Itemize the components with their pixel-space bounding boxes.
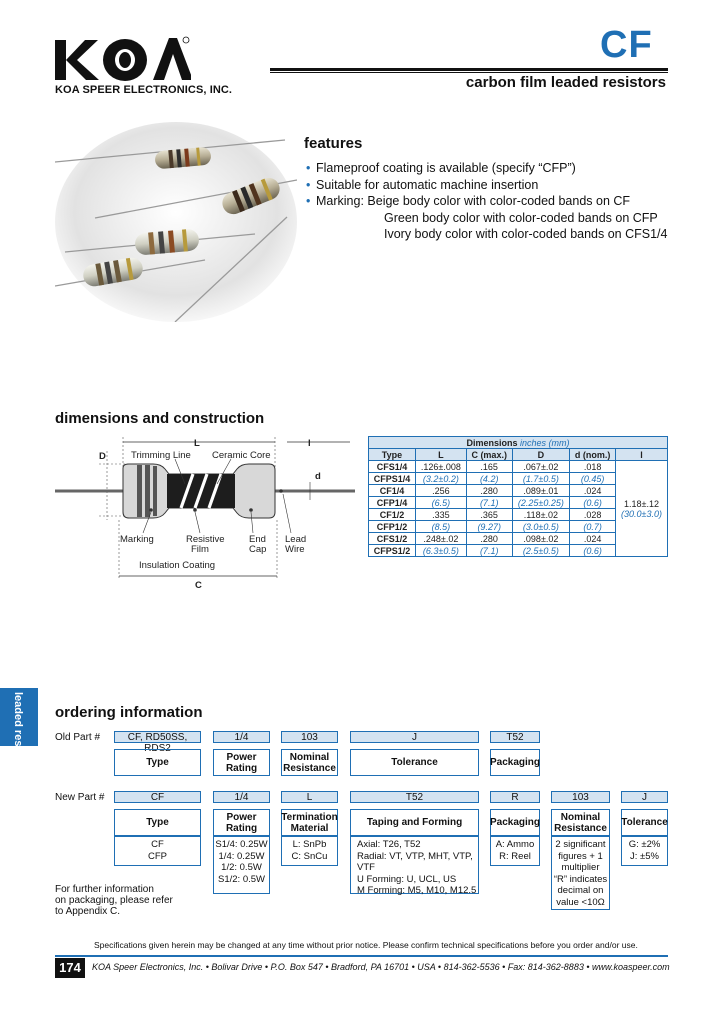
table-caption: Dimensions inches (mm) — [369, 437, 668, 449]
section-side-tab: leaded resistors — [0, 688, 38, 746]
old-title-packaging: Packaging — [490, 749, 540, 776]
packaging-note: For further information on packaging, please refer to Appendix C. — [55, 884, 173, 917]
label-lead-wire-1: Lead — [285, 534, 307, 545]
label-trimming-line: Trimming Line — [131, 450, 191, 461]
table-row: CFPS1/2 (6.3±0.5) (7.1) (2.5±0.5) (0.6) — [369, 545, 668, 557]
new-title-type: Type — [114, 809, 201, 836]
old-code-tolerance: J — [350, 731, 479, 743]
table-row: CFS1/2 .248±.02 .280 .098±.02 .024 — [369, 533, 668, 545]
new-title-power: Power Rating — [213, 809, 270, 836]
header-rule-thin — [270, 72, 668, 73]
new-title-taping: Taping and Forming — [350, 809, 479, 836]
construction-diagram — [55, 434, 355, 590]
bullet-icon: • — [306, 194, 311, 208]
label-d: d — [315, 471, 321, 482]
table-row: CFP1/4 (6.5) (7.1) (2.25±0.25) (0.6) — [369, 497, 668, 509]
col-C: C (max.) — [466, 449, 512, 461]
table-row: CFP1/2 (8.5) (9.27) (3.0±0.5) (0.7) — [369, 521, 668, 533]
header-rule — [270, 68, 668, 71]
new-code-tolerance: J — [621, 791, 668, 803]
label-lead-wire-2: Wire — [285, 544, 305, 555]
old-title-type: Type — [114, 749, 201, 776]
old-title-power: Power Rating — [213, 749, 270, 776]
bullet-icon: • — [306, 161, 311, 175]
features-list — [306, 160, 696, 243]
bullet-icon: • — [306, 177, 311, 192]
label-D: D — [99, 451, 106, 462]
feature-item: • Flameproof coating is available (specify “CFP”) — [306, 161, 576, 175]
label-ceramic-core: Ceramic Core — [212, 450, 271, 461]
ordering-title: ordering information — [55, 704, 203, 721]
power-details: S1/4: 0.25W 1/4: 0.25W 1/2: 0.5W S1/2: 0.5W — [213, 836, 270, 894]
dimensions-table — [368, 436, 668, 557]
new-code-type: CF — [114, 791, 201, 803]
packaging-details: A: Ammo R: Reel — [490, 836, 540, 866]
footer-rule — [55, 955, 668, 957]
type-details: CF CFP — [114, 836, 201, 866]
col-D: D — [512, 449, 570, 461]
label-marking: Marking — [120, 534, 154, 545]
old-code-type: CF, RD50SS, RDS2 — [114, 731, 201, 743]
resistor-photo — [55, 122, 297, 322]
spec-notice: Specifications given herein may be changed at any time without prior notice. Please confirm technical specifications before you order and/or use. — [94, 940, 638, 950]
table-row: CFPS1/4 (3.2±0.2) (4.2) (1.7±0.5) (0.45) — [369, 473, 668, 485]
label-insulation-coating: Insulation Coating — [139, 560, 216, 571]
company-name: KOA SPEER ELECTRONICS, INC. — [55, 84, 233, 96]
footer-address: KOA Speer Electronics, Inc. • Bolivar Drive • P.O. Box 547 • Bradford, PA 16701 • USA • 814-362-5536 • Fax: 814-362-8883 • www.koaspeer.com — [92, 962, 670, 972]
col-L: L — [415, 449, 466, 461]
new-code-packaging: R — [490, 791, 540, 803]
label-resistive-film-2: Film — [191, 544, 209, 555]
feature-item-continued: Green body color with color-coded bands on CFP — [384, 210, 658, 225]
new-code-termination: L — [281, 791, 338, 803]
label-end-cap-2: Cap — [249, 544, 267, 555]
label-L: L — [194, 438, 200, 449]
old-code-power: 1/4 — [213, 731, 270, 743]
l-value-cell: 1.18±.12 (30.0±3.0) — [616, 485, 668, 533]
table-row: CFS1/4 .126±.008 .165 .067±.02 .018 — [369, 461, 668, 473]
new-title-packaging: Packaging — [490, 809, 540, 836]
tolerance-details: G: ±2% J: ±5% — [621, 836, 668, 866]
termination-details: L: SnPb C: SnCu — [281, 836, 338, 866]
label-end-cap-1: End — [249, 534, 266, 545]
label-C: C — [195, 580, 202, 590]
feature-item: • Marking: Beige body color with color-coded bands on CF — [306, 194, 631, 208]
old-part-label: Old Part # — [55, 732, 101, 743]
col-type: Type — [369, 449, 416, 461]
new-code-power: 1/4 — [213, 791, 270, 803]
feature-item-continued: Ivory body color with color-coded bands on CFS1/4 — [384, 227, 668, 241]
table-row: CF1/2 .335 .365 .118±.02 .028 — [369, 509, 668, 521]
table-row: CF1/4 .256 .280 .089±.01 .024 1.18±.12 (30.0±3.0) — [369, 485, 668, 497]
old-title-tolerance: Tolerance — [350, 749, 479, 776]
new-title-tolerance: Tolerance — [621, 809, 668, 836]
taping-details: Axial: T26, T52 Radial: VT, VTP, MHT, VTP, VTF U Forming: U, UCL, US M Forming: M5, M10, M12.5 — [350, 836, 479, 894]
col-l: l — [616, 449, 668, 461]
new-title-termination: Termination Material — [281, 809, 338, 836]
product-code: CF — [600, 24, 653, 66]
features-title: features — [304, 135, 363, 152]
new-title-resistance: Nominal Resistance — [551, 809, 610, 836]
dimensions-title: dimensions and construction — [55, 410, 265, 427]
page-number: 174 — [55, 958, 85, 978]
old-code-resistance: 103 — [281, 731, 338, 743]
product-subtitle: carbon film leaded resistors — [465, 74, 666, 91]
new-code-taping: T52 — [350, 791, 479, 803]
feature-item: • Suitable for automatic machine insertion — [306, 177, 539, 192]
resistance-details: 2 significant figures + 1 multiplier “R” indicates decimal on value <10Ω — [551, 836, 610, 910]
new-part-label: New Part # — [55, 792, 105, 803]
old-code-packaging: T52 — [490, 731, 540, 743]
label-l: l — [308, 438, 311, 449]
col-d: d (nom.) — [570, 449, 616, 461]
new-code-resistance: 103 — [551, 791, 610, 803]
old-title-resistance: Nominal Resistance — [281, 749, 338, 776]
koa-logo — [55, 34, 191, 84]
label-resistive-film-1: Resistive — [186, 534, 225, 545]
